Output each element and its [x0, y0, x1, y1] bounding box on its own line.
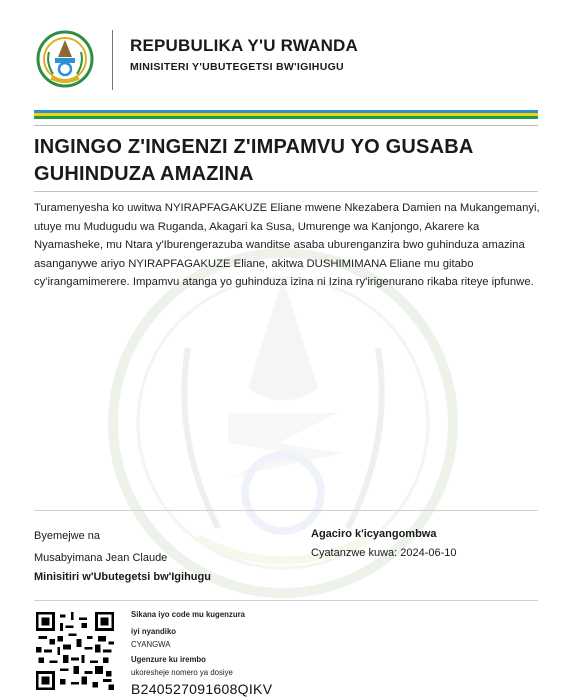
approved-by-label: Byemejwe na	[34, 530, 101, 542]
ministry-title: MINISITERI Y'UBUTEGETSI BW'IGIHUGU	[130, 61, 344, 73]
header-divider	[112, 30, 113, 90]
document-title: INGINGO Z'INGENZI Z'IMPAMVU YO GUSABA GUHINDUZA AMAZINA	[34, 136, 473, 185]
footer-divider	[34, 600, 538, 601]
issued-date: Cyatanzwe kuwa: 2024-06-10	[311, 547, 457, 559]
flag-green-stripe	[34, 116, 538, 119]
qr-code-icon	[36, 612, 114, 690]
approver-title: Minisitiri w'Ubutegetsi bw'Igihugu	[34, 571, 211, 583]
document-body: Turamenyesha ko uwitwa NYIRAPFAGAKUZE Eliane mwene Nkezabera Damien na Mukangemanyi, utuye mu Mudugudu wa Ruganda, Akagari ka Susa, Umurenge wa Kanjongo, Akarere ka Nyamasheke, mu Ntara y'Iburengerazuba wanditse asaba uburenganzira bwo guhinduza amazina asanganywe ariyo NYIRAPFAGAKUZE Eliane, akitwa DUSHIMIMANA Eliane mu gitabo cy'irangamimerere. Impamvu atanga yo guhinduza izina ni Izina ry'irigenurano rikaba riteye ipfunwe.	[34, 202, 540, 288]
or-label: CYANGWA	[131, 640, 171, 649]
file-number: B240527091608QIKV	[131, 681, 273, 697]
republic-title: REPUBULIKA Y'U RWANDA	[130, 36, 358, 55]
portal-label: Ugenzure ku irembo	[131, 655, 206, 664]
flag-stripes	[34, 110, 538, 126]
header	[34, 28, 540, 98]
scan-instruction: Sikana iyo code mu kugenzura	[131, 610, 245, 619]
approver-name: Musabyimana Jean Claude	[34, 552, 168, 564]
flag-underline	[34, 125, 538, 126]
rwanda-coat-of-arms-icon	[36, 30, 94, 88]
scan-instruction-2: iyi nyandiko	[131, 627, 177, 636]
document-value-label: Agaciro k'icyangombwa	[311, 528, 437, 540]
title-divider	[34, 191, 538, 192]
signature-divider	[34, 510, 538, 511]
enter-number-label: ukoresheje nomero ya dosiye	[131, 668, 233, 677]
